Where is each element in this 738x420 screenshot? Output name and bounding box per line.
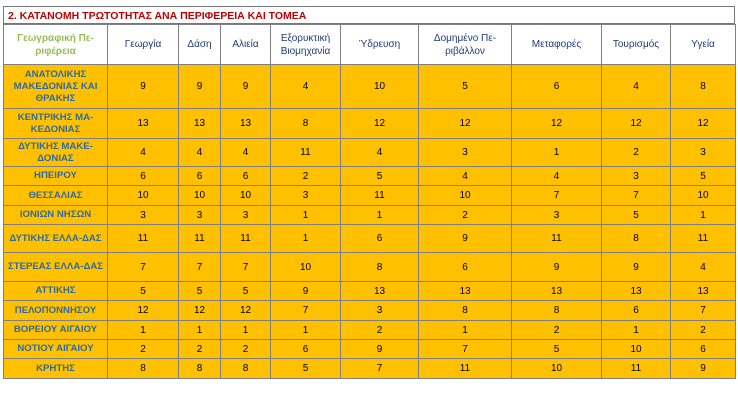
score-cell: 12 [221, 301, 271, 321]
score-cell: 13 [419, 282, 512, 301]
score-cell: 8 [512, 301, 602, 321]
score-cell: 11 [419, 359, 512, 379]
table-header [4, 25, 736, 65]
score-cell: 5 [179, 282, 221, 301]
score-cell: 1 [108, 321, 179, 340]
score-cell: 6 [108, 167, 179, 186]
score-cell: 9 [271, 282, 341, 301]
score-cell: 12 [108, 301, 179, 321]
score-cell: 13 [221, 109, 271, 139]
score-cell: 6 [221, 167, 271, 186]
column-header: Γεωργία [108, 25, 179, 65]
score-cell: 11 [512, 225, 602, 253]
score-cell: 10 [108, 186, 179, 206]
score-cell: 7 [179, 253, 221, 282]
score-cell: 1 [179, 321, 221, 340]
score-cell: 9 [179, 65, 221, 109]
score-cell: 11 [341, 186, 419, 206]
score-cell: 5 [108, 282, 179, 301]
score-cell: 11 [671, 225, 736, 253]
score-cell: 3 [512, 206, 602, 225]
score-cell: 7 [341, 359, 419, 379]
score-cell: 6 [512, 65, 602, 109]
column-header: Μεταφορές [512, 25, 602, 65]
score-cell: 10 [671, 186, 736, 206]
table-row [4, 321, 736, 340]
region-name-cell: ΑΤΤΙΚΗΣ [4, 282, 108, 301]
table-row [4, 301, 736, 321]
score-cell: 4 [271, 65, 341, 109]
score-cell: 9 [341, 340, 419, 359]
table-row [4, 206, 736, 225]
score-cell: 9 [419, 225, 512, 253]
score-cell: 2 [341, 321, 419, 340]
score-cell: 7 [512, 186, 602, 206]
table-row [4, 282, 736, 301]
score-cell: 13 [602, 282, 671, 301]
table-body [4, 65, 736, 379]
region-name-cell: ΚΡΗΤΗΣ [4, 359, 108, 379]
region-name-cell: ΒΟΡΕΙΟΥ ΑΙΓΑΙΟΥ [4, 321, 108, 340]
score-cell: 9 [671, 359, 736, 379]
score-cell: 4 [419, 167, 512, 186]
score-cell: 6 [419, 253, 512, 282]
score-cell: 9 [512, 253, 602, 282]
score-cell: 10 [271, 253, 341, 282]
score-cell: 6 [271, 340, 341, 359]
region-name-cell: ΔΥΤΙΚΗΣ ΕΛΛΑ-ΔΑΣ [4, 225, 108, 253]
column-header-region: Γεωγραφική Πε-ριφέρεια [4, 25, 108, 65]
score-cell: 12 [602, 109, 671, 139]
score-cell: 3 [271, 186, 341, 206]
table-row [4, 359, 736, 379]
score-cell: 2 [512, 321, 602, 340]
table-row [4, 340, 736, 359]
table-row [4, 65, 736, 109]
score-cell: 4 [221, 139, 271, 167]
score-cell: 1 [419, 321, 512, 340]
score-cell: 1 [341, 206, 419, 225]
score-cell: 8 [179, 359, 221, 379]
score-cell: 8 [419, 301, 512, 321]
score-cell: 5 [341, 167, 419, 186]
score-cell: 1 [221, 321, 271, 340]
score-cell: 10 [419, 186, 512, 206]
score-cell: 1 [512, 139, 602, 167]
region-name-cell: ΗΠΕΙΡΟΥ [4, 167, 108, 186]
vulnerability-table-container [3, 6, 735, 379]
score-cell: 1 [271, 321, 341, 340]
score-cell: 1 [671, 206, 736, 225]
score-cell: 8 [108, 359, 179, 379]
score-cell: 4 [108, 139, 179, 167]
column-header: Εξορυκτική Βιομηχανία [271, 25, 341, 65]
score-cell: 5 [602, 206, 671, 225]
score-cell: 13 [179, 109, 221, 139]
score-cell: 7 [271, 301, 341, 321]
score-cell: 2 [602, 139, 671, 167]
score-cell: 3 [179, 206, 221, 225]
score-cell: 6 [341, 225, 419, 253]
score-cell: 8 [602, 225, 671, 253]
score-cell: 7 [602, 186, 671, 206]
score-cell: 2 [179, 340, 221, 359]
score-cell: 8 [221, 359, 271, 379]
score-cell: 11 [602, 359, 671, 379]
score-cell: 10 [221, 186, 271, 206]
score-cell: 2 [221, 340, 271, 359]
score-cell: 2 [671, 321, 736, 340]
score-cell: 10 [602, 340, 671, 359]
score-cell: 5 [671, 167, 736, 186]
score-cell: 3 [671, 139, 736, 167]
region-name-cell: ΚΕΝΤΡΙΚΗΣ ΜΑ-ΚΕΔΟΝΙΑΣ [4, 109, 108, 139]
score-cell: 13 [341, 282, 419, 301]
score-cell: 12 [671, 109, 736, 139]
column-header: Τουρισμός [602, 25, 671, 65]
score-cell: 10 [512, 359, 602, 379]
score-cell: 11 [179, 225, 221, 253]
score-cell: 11 [271, 139, 341, 167]
table-row [4, 109, 736, 139]
score-cell: 5 [419, 65, 512, 109]
score-cell: 13 [512, 282, 602, 301]
score-cell: 11 [221, 225, 271, 253]
score-cell: 3 [221, 206, 271, 225]
column-header: Ύδρευση [341, 25, 419, 65]
score-cell: 13 [671, 282, 736, 301]
score-cell: 7 [221, 253, 271, 282]
score-cell: 4 [671, 253, 736, 282]
region-name-cell: ΑΝΑΤΟΛΙΚΗΣ ΜΑΚΕΔΟΝΙΑΣ ΚΑΙ ΘΡΑΚΗΣ [4, 65, 108, 109]
score-cell: 3 [108, 206, 179, 225]
score-cell: 5 [512, 340, 602, 359]
score-cell: 12 [179, 301, 221, 321]
score-cell: 4 [179, 139, 221, 167]
table-row [4, 225, 736, 253]
score-cell: 2 [108, 340, 179, 359]
score-cell: 1 [271, 225, 341, 253]
score-cell: 3 [341, 301, 419, 321]
score-cell: 3 [419, 139, 512, 167]
score-cell: 7 [671, 301, 736, 321]
score-cell: 7 [419, 340, 512, 359]
score-cell: 12 [341, 109, 419, 139]
score-cell: 9 [108, 65, 179, 109]
score-cell: 12 [419, 109, 512, 139]
column-header: Δομημένο Πε-ριβάλλον [419, 25, 512, 65]
column-header: Δάση [179, 25, 221, 65]
score-cell: 4 [602, 65, 671, 109]
score-cell: 9 [221, 65, 271, 109]
score-cell: 1 [271, 206, 341, 225]
column-header: Υγεία [671, 25, 736, 65]
table-row [4, 253, 736, 282]
score-cell: 10 [179, 186, 221, 206]
region-name-cell: ΔΥΤΙΚΗΣ ΜΑΚΕ-ΔΟΝΙΑΣ [4, 139, 108, 167]
column-header: Αλιεία [221, 25, 271, 65]
score-cell: 8 [271, 109, 341, 139]
score-cell: 8 [341, 253, 419, 282]
score-cell: 9 [602, 253, 671, 282]
score-cell: 6 [179, 167, 221, 186]
score-cell: 4 [341, 139, 419, 167]
score-cell: 5 [271, 359, 341, 379]
score-cell: 3 [602, 167, 671, 186]
score-cell: 7 [108, 253, 179, 282]
region-name-cell: ΝΟΤΙΟΥ ΑΙΓΑΙΟΥ [4, 340, 108, 359]
region-name-cell: ΠΕΛΟΠΟΝΝΗΣΟΥ [4, 301, 108, 321]
score-cell: 6 [671, 340, 736, 359]
score-cell: 2 [271, 167, 341, 186]
score-cell: 10 [341, 65, 419, 109]
region-name-cell: ΙΟΝΙΩΝ ΝΗΣΩΝ [4, 206, 108, 225]
table-title: 2. ΚΑΤΑΝΟΜΗ ΤΡΩΤΟΤΗΤΑΣ ΑΝΑ ΠΕΡΙΦΕΡΕΙΑ ΚΑΙ ΤΟΜΕΑ [3, 6, 735, 24]
region-name-cell: ΘΕΣΣΑΛΙΑΣ [4, 186, 108, 206]
table-row [4, 186, 736, 206]
score-cell: 12 [512, 109, 602, 139]
score-cell: 2 [419, 206, 512, 225]
score-cell: 1 [602, 321, 671, 340]
vulnerability-table [3, 24, 736, 379]
score-cell: 5 [221, 282, 271, 301]
score-cell: 6 [602, 301, 671, 321]
score-cell: 13 [108, 109, 179, 139]
score-cell: 8 [671, 65, 736, 109]
score-cell: 4 [512, 167, 602, 186]
table-row [4, 167, 736, 186]
table-row [4, 139, 736, 167]
region-name-cell: ΣΤΕΡΕΑΣ ΕΛΛΑ-ΔΑΣ [4, 253, 108, 282]
header-row [4, 25, 736, 65]
score-cell: 11 [108, 225, 179, 253]
